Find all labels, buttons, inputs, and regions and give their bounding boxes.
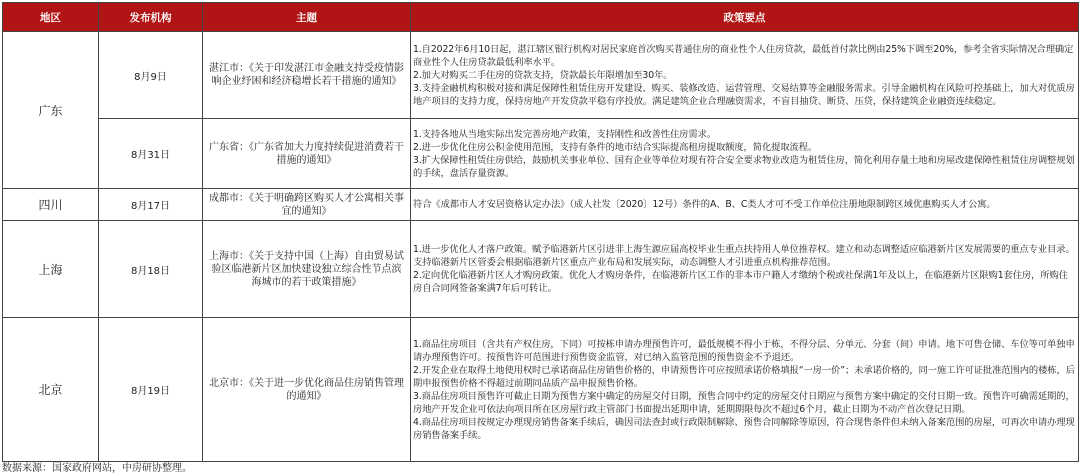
table-row <box>3 221 1079 318</box>
policy-point: 1.自2022年6月10日起，湛江辖区银行机构对居民家庭首次购买普通住房的商业性个人住房贷款，最低首付款比例由25%下调至20%，参考全省实际情况合理确定商业性个人住房贷款最低利率水平。 <box>413 43 1074 68</box>
policy-point: 3.商品住房项目预售许可截止日期为预售方案中确定的房屋交付日期，预售合同中约定的房屋交付日期应与预售方案中确定的交付日期一致。预售许可确需延期的，房地产开发企业可依法向项目所在区房屋行政主管部门书面提出延期申请，延期期限每次不超过6个月，截止日期为不动产首次登记日期。 <box>413 390 1075 415</box>
region-cell: 上海 <box>3 221 99 318</box>
region-cell: 四川 <box>3 189 99 221</box>
topic-cell: 上海市：《关于支持中国（上海）自由贸易试验区临港新片区加快建设独立综合性节点滨海城市的若干政策措施》 <box>203 221 411 318</box>
topic-cell: 广东省：《广东省加大力度持续促进消费若干措施的通知》 <box>203 119 411 189</box>
region-cell: 广东 <box>3 32 99 189</box>
header-topic: 主题 <box>203 3 411 32</box>
points-cell <box>411 221 1079 318</box>
policy-table <box>2 2 1079 462</box>
points-cell <box>411 119 1079 189</box>
policy-point: 3.扩大保障性租赁住房供给，鼓励机关事业单位、国有企业等单位对现有符合安全要求物业改造为租赁住房，简化利用存量土地和房屋改建保障性租赁住房调整规划的手续，盘活存量资源。 <box>413 154 1075 179</box>
policy-table-container <box>2 2 1078 462</box>
date-cell: 8月31日 <box>99 119 203 189</box>
policy-point: 4.商品住房项目按规定办理现房销售备案手续后，确因司法查封或行政限制解除、预售合同解除等原因，符合现售条件但未纳入备案范围的房屋，可再次申请办理现房销售备案手续。 <box>413 416 1075 441</box>
points-cell <box>411 318 1079 462</box>
topic-cell: 北京市：《关于进一步优化商品住房销售管理的通知》 <box>203 318 411 462</box>
policy-point: 3.支持金融机构积极对接和满足保障性租赁住房开发建设、购买、装修改造、运营管理、交易结算等金融服务需求。引导金融机构在风险可控基础上，加大对优质房地产项目的支持力度，保持房地产开发贷款平稳有序投放。满足建筑企业合理融资需求，不盲目抽贷、断贷、压贷，保持建筑企业融资连续稳定。 <box>413 82 1075 107</box>
policy-point: 2.定向优化临港新片区人才购房政策。优化人才购房条件，在临港新片区工作的非本市户籍人才缴纳个税或社保满1年及以上，在临港新片区限购1套住房，所购住房自合同网签备案满7年后可转让。 <box>413 270 1068 294</box>
policy-point: 1.商品住房项目（含共有产权住房，下同）可按栋申请办理预售许可，最低规模不得小于栋，不得分层、分单元、分套（间）申请。地下可售仓储、车位等可单独申请办理预售许可。按预售许可范围进行预售资金监管，对已纳入监管范围的预售资金不予退还。 <box>413 338 1075 363</box>
table-header-row <box>3 3 1079 32</box>
policy-point: 2.开发企业在取得土地使用权时已承诺商品住房销售价格的，申请预售许可应按照承诺价格填报“一房一价”；未承诺价格的，同一施工许可证批准范围内的楼栋，后期申报预售价格不得超过前期同品质产品申报预售价格。 <box>413 364 1075 389</box>
date-cell: 8月9日 <box>99 32 203 119</box>
topic-cell: 湛江市：《关于印发湛江市金融支持受疫情影响企业纾困和经济稳增长若干措施的通知》 <box>203 32 411 119</box>
table-row <box>3 189 1079 221</box>
header-issuer: 发布机构 <box>99 3 203 32</box>
policy-point: 2.进一步优化住房公积金使用范围，支持有条件的地市结合实际提高租房提取额度，简化提取流程。 <box>413 141 818 153</box>
policy-point: 符合《成都市人才安居资格认定办法》（成人社发〔2020〕12号）条件的A、B、C类人才可不受工作单位注册地限制跨区域优惠购买人才公寓。 <box>413 199 996 210</box>
source-footnote: 数据来源：国家政府网站，中房研协整理。 <box>2 463 192 474</box>
topic-cell: 成都市：《关于明确跨区购买人才公寓相关事宜的通知》 <box>203 189 411 221</box>
points-cell <box>411 189 1079 221</box>
table-row <box>3 318 1079 462</box>
policy-point: 1.支持各地从当地实际出发完善房地产政策，支持刚性和改善性住房需求。 <box>413 128 716 140</box>
date-cell: 8月17日 <box>99 189 203 221</box>
date-cell: 8月18日 <box>99 221 203 318</box>
header-points: 政策要点 <box>411 3 1079 32</box>
table-row <box>3 119 1079 189</box>
points-cell <box>411 32 1079 119</box>
region-cell: 北京 <box>3 318 99 462</box>
table-row <box>3 32 1079 119</box>
header-region: 地区 <box>3 3 99 32</box>
date-cell: 8月19日 <box>99 318 203 462</box>
policy-point: 2.加大对购买二手住房的贷款支持，贷款最长年限增加至30年。 <box>413 69 673 81</box>
policy-point: 1.进一步优化人才落户政策。赋予临港新片区引进非上海生源应届高校毕业生重点扶持用人单位推荐权。建立和动态调整适应临港新片区发展需要的重点专业目录。支持临港新片区管委会根据临港新片区重点产业布局和发展实际，动态调整人才引进重点机构推荐范围。 <box>413 244 1075 268</box>
